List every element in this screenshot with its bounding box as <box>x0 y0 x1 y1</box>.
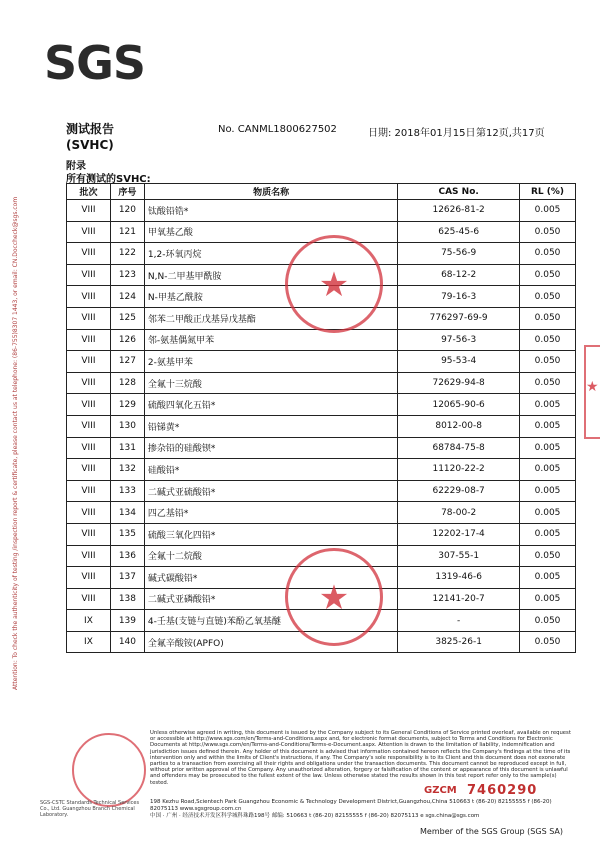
cell-rl: 0.005 <box>520 394 576 416</box>
cell-rl: 0.005 <box>520 437 576 459</box>
cell-cas: 12626-81-2 <box>398 200 520 222</box>
table-row <box>67 480 576 502</box>
cell-substance: 碱式碳酸铅* <box>144 567 397 589</box>
cell-rl: 0.005 <box>520 415 576 437</box>
cell-seq: 128 <box>110 372 144 394</box>
sgs-lab-name: SGS-CSTC Standards Technical Services Co., Ltd. Guangzhou Branch Chemical Laboratory. <box>40 800 140 818</box>
cell-substance: 铅锑黄* <box>144 415 397 437</box>
cell-batch: VIII <box>67 221 111 243</box>
cell-cas: 68784-75-8 <box>398 437 520 459</box>
cell-cas: 79-16-3 <box>398 286 520 308</box>
cell-cas: 97-56-3 <box>398 329 520 351</box>
cell-substance: 全氟辛酸铵(APFO) <box>144 631 397 653</box>
cell-seq: 122 <box>110 243 144 265</box>
table-row <box>67 351 576 373</box>
cell-batch: VIII <box>67 415 111 437</box>
company-address <box>150 799 575 820</box>
cell-seq: 134 <box>110 502 144 524</box>
cell-cas: 3825-26-1 <box>398 631 520 653</box>
cell-seq: 121 <box>110 221 144 243</box>
side-note-text: Attention: To check the authenticity of testing /inspection report & certificate, please contact us at telephone: (86-755)8307 1443, or email: CN.Doccheck@sgs.com <box>12 196 19 690</box>
disclaimer-text: Unless otherwise agreed in writing, this document is issued by the Company subject to its General Conditions of Service printed overleaf, available on request or accessible at http://www.sgs.com/en/Terms-and-Conditions.aspx and, for electronic format documents, subject to Terms and Conditions for Electronic Documents at http://www.sgs.com/en/Terms-and-Conditions/Terms-e-Document.aspx. Attention is drawn to the limitation of liability, indemnification and jurisdiction issues defined therein. Any holder of this document is advised that information contained hereon reflects the Company's findings at the time of its intervention only and within the limits of Client's instructions, if any. The Company's sole responsibility is to its Client and this document does not exonerate parties to a transaction from exercising all their rights and obligations under the transaction documents. This document cannot be reproduced except in full, without prior written approval of the Company. Any unauthorized alteration, forgery or falsification of the content or appearance of this document is unlawful and offenders may be prosecuted to the fullest extent of the law. Unless otherwise stated the results shown in this test report refer only to the sample(s) tested. <box>150 730 571 786</box>
cell-seq: 125 <box>110 307 144 329</box>
cell-cas: 12065-90-6 <box>398 394 520 416</box>
cell-batch: VIII <box>67 480 111 502</box>
cell-rl: 0.050 <box>520 243 576 265</box>
cell-rl: 0.005 <box>520 200 576 222</box>
cell-cas: 72629-94-8 <box>398 372 520 394</box>
cell-seq: 120 <box>110 200 144 222</box>
cell-rl: 0.050 <box>520 372 576 394</box>
cell-rl: 0.050 <box>520 545 576 567</box>
col-header-substance: 物质名称 <box>144 184 397 200</box>
cell-cas: 12141-20-7 <box>398 588 520 610</box>
cell-cas: 11120-22-2 <box>398 459 520 481</box>
cell-cas: 8012-00-8 <box>398 415 520 437</box>
sgs-member-line: Member of the SGS Group (SGS SA) <box>420 827 564 836</box>
cell-batch: VIII <box>67 351 111 373</box>
table-row <box>67 394 576 416</box>
cell-cas: 776297-69-9 <box>398 307 520 329</box>
address-chinese: 中国 · 广州 · 经济技术开发区科学城科珠路198号 邮编: 510663 t (86-20) 82155555 f (86-20) 82075113 e sgs.china@sgs.com <box>150 813 480 819</box>
cell-batch: VIII <box>67 286 111 308</box>
cell-seq: 136 <box>110 545 144 567</box>
cell-batch: VIII <box>67 243 111 265</box>
cell-substance: 硅酸铅* <box>144 459 397 481</box>
table-header-row <box>67 184 576 200</box>
table-row <box>67 372 576 394</box>
authenticity-side-note <box>12 130 24 690</box>
cell-substance: 邻-氨基偶氮甲苯 <box>144 329 397 351</box>
cell-rl: 0.050 <box>520 610 576 632</box>
cell-seq: 127 <box>110 351 144 373</box>
cell-cas: 62229-08-7 <box>398 480 520 502</box>
table-row <box>67 437 576 459</box>
cell-seq: 131 <box>110 437 144 459</box>
cell-batch: VIII <box>67 523 111 545</box>
cell-seq: 123 <box>110 264 144 286</box>
sgs-logo: SGS <box>44 36 146 90</box>
gzcm-label: GZCM <box>424 785 457 796</box>
table-row <box>67 200 576 222</box>
company-seal-2 <box>285 548 383 646</box>
cell-batch: VIII <box>67 567 111 589</box>
report-date: 日期: 2018年01月15日 <box>368 128 476 139</box>
cell-seq: 126 <box>110 329 144 351</box>
cell-seq: 133 <box>110 480 144 502</box>
cell-cas: 95-53-4 <box>398 351 520 373</box>
cell-cas: 12202-17-4 <box>398 523 520 545</box>
cell-seq: 130 <box>110 415 144 437</box>
col-header-cas: CAS No. <box>398 184 520 200</box>
col-header-rl: RL (%) <box>520 184 576 200</box>
cell-substance: 邻苯二甲酸正戊基异戊基酯 <box>144 307 397 329</box>
annex-label: 附录 <box>66 161 86 172</box>
cell-rl: 0.050 <box>520 286 576 308</box>
cell-substance: 1,2-环氧丙烷 <box>144 243 397 265</box>
cell-substance: 硫酸三氧化四铅* <box>144 523 397 545</box>
cell-substance: 4-壬基(支链与直链)苯酚乙氧基醚 <box>144 610 397 632</box>
cell-substance: 钛酸铅锆* <box>144 200 397 222</box>
cell-substance: 全氟十二烷酸 <box>144 545 397 567</box>
report-title: 测试报告 <box>66 122 115 136</box>
cell-seq: 139 <box>110 610 144 632</box>
page-indicator: 第12页,共17页 <box>476 128 545 139</box>
report-subtitle: (SVHC) <box>66 138 114 152</box>
cell-rl: 0.005 <box>520 523 576 545</box>
cell-substance: 二碱式亚磷酸铅* <box>144 588 397 610</box>
cell-batch: VIII <box>67 372 111 394</box>
table-row <box>67 502 576 524</box>
col-header-seq: 序号 <box>110 184 144 200</box>
seal-star-icon: ★ <box>318 265 350 305</box>
cell-substance: 硫酸四氧化五铅* <box>144 394 397 416</box>
cell-cas: 75-56-9 <box>398 243 520 265</box>
cell-substance: N,N-二甲基甲酰胺 <box>144 264 397 286</box>
cell-batch: IX <box>67 610 111 632</box>
cell-cas: 625-45-6 <box>398 221 520 243</box>
cell-substance: 全氟十三烷酸 <box>144 372 397 394</box>
table-row <box>67 415 576 437</box>
cell-substance: 2-氨基甲苯 <box>144 351 397 373</box>
col-header-batch: 批次 <box>67 184 111 200</box>
cell-cas: - <box>398 610 520 632</box>
table-row <box>67 329 576 351</box>
cell-batch: VIII <box>67 264 111 286</box>
seal-star-icon: ★ <box>586 379 599 395</box>
cell-rl: 0.050 <box>520 264 576 286</box>
cell-rl: 0.050 <box>520 307 576 329</box>
cell-rl: 0.005 <box>520 480 576 502</box>
cell-batch: VIII <box>67 200 111 222</box>
cell-rl: 0.005 <box>520 588 576 610</box>
cell-seq: 138 <box>110 588 144 610</box>
cell-batch: VIII <box>67 545 111 567</box>
cell-substance: N-甲基乙酰胺 <box>144 286 397 308</box>
report-number: No. CANML1800627502 <box>218 124 337 135</box>
cell-batch: IX <box>67 631 111 653</box>
cell-seq: 132 <box>110 459 144 481</box>
cell-seq: 137 <box>110 567 144 589</box>
cell-rl: 0.050 <box>520 221 576 243</box>
cell-batch: VIII <box>67 329 111 351</box>
cell-rl: 0.005 <box>520 459 576 481</box>
all-tested-label: 所有测试的SVHC: <box>66 174 151 185</box>
cell-batch: VIII <box>67 502 111 524</box>
cell-rl: 0.005 <box>520 502 576 524</box>
inspection-seal <box>72 733 146 807</box>
cell-substance: 掺杂铅的硅酸钡* <box>144 437 397 459</box>
cell-seq: 140 <box>110 631 144 653</box>
cell-cas: 1319-46-6 <box>398 567 520 589</box>
serial-number: 7460290 <box>467 783 538 798</box>
cell-seq: 135 <box>110 523 144 545</box>
cell-seq: 124 <box>110 286 144 308</box>
cell-batch: VIII <box>67 307 111 329</box>
table-row <box>67 459 576 481</box>
company-seal-1 <box>285 235 383 333</box>
seal-star-icon: ★ <box>318 578 350 618</box>
cell-batch: VIII <box>67 459 111 481</box>
address-english: 198 Kezhu Road,Scientech Park Guangzhou Economic & Technology Development District,Guangzhou,China 510663 t (86-20) 82155555 f (86-20) 82075113 www.sgsgroup.com.cn <box>150 799 552 812</box>
cell-batch: VIII <box>67 394 111 416</box>
cell-substance: 二碱式亚硫酸铅* <box>144 480 397 502</box>
table-row <box>67 523 576 545</box>
cell-rl: 0.050 <box>520 631 576 653</box>
cell-rl: 0.050 <box>520 351 576 373</box>
cell-rl: 0.005 <box>520 567 576 589</box>
cell-substance: 四乙基铅* <box>144 502 397 524</box>
seal-edge-partial <box>584 345 600 439</box>
cell-cas: 78-00-2 <box>398 502 520 524</box>
cell-batch: VIII <box>67 588 111 610</box>
cell-batch: VIII <box>67 437 111 459</box>
cell-cas: 68-12-2 <box>398 264 520 286</box>
cell-seq: 129 <box>110 394 144 416</box>
cell-substance: 甲氧基乙酸 <box>144 221 397 243</box>
cell-rl: 0.050 <box>520 329 576 351</box>
cell-cas: 307-55-1 <box>398 545 520 567</box>
